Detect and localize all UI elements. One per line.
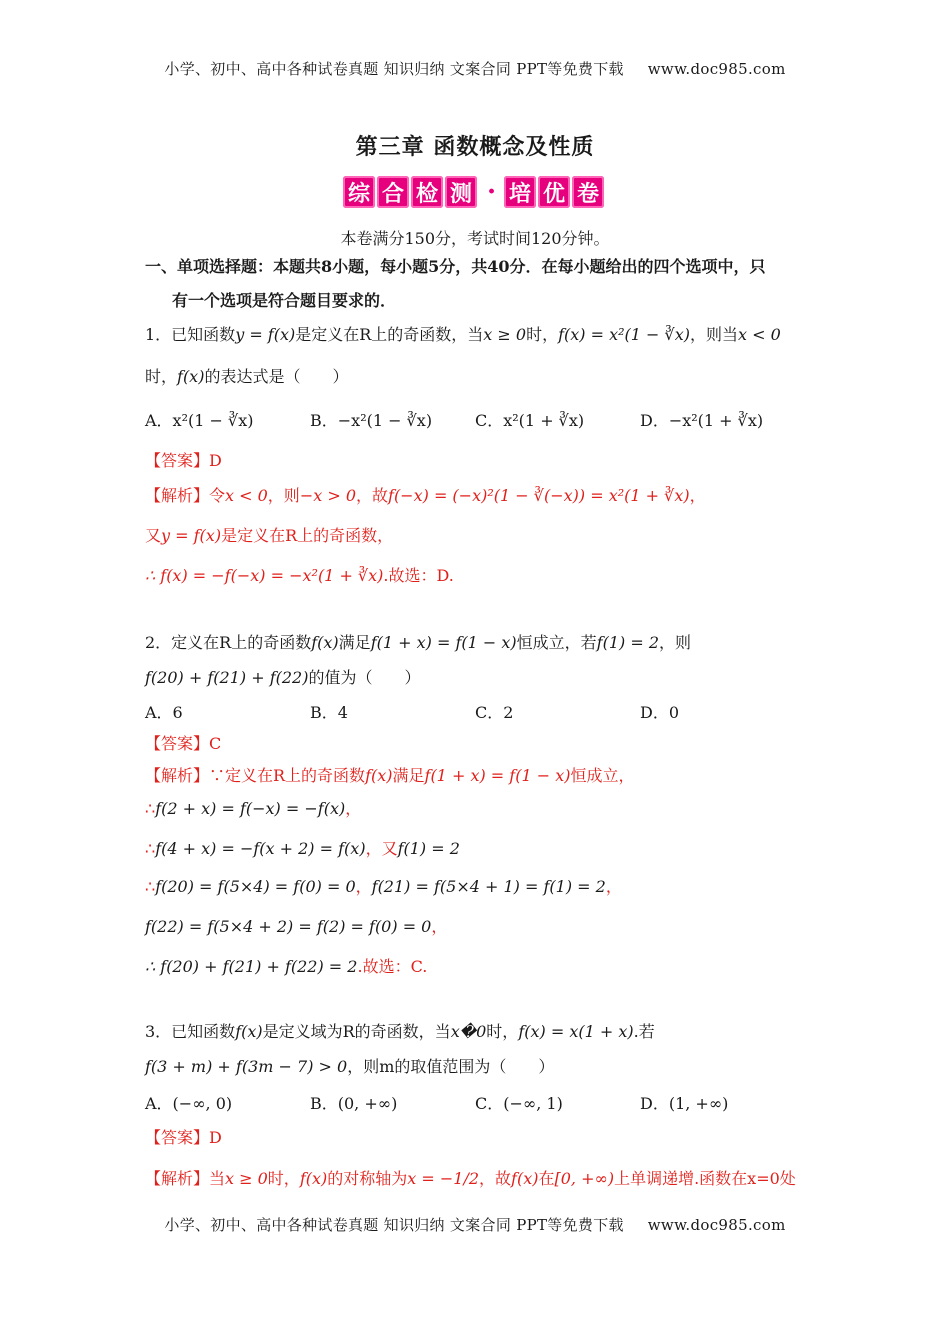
q1-option-b: B．−x²(1 − ∛x) [310, 411, 433, 430]
q2-solution-1: 【解析】∵定义在R上的奇函数f(x)满足f(1 + x) = f(1 − x)恒成立， [145, 766, 635, 785]
q1-option-c: C．x²(1 + ∛x) [475, 411, 585, 430]
banner-char: 合 [377, 176, 409, 208]
banner-char: 检 [411, 176, 443, 208]
q2-solution-4: ∴f(20) = f(5×4) = f(0) = 0，f(21) = f(5×4 + 1) = f(1) = 2， [145, 877, 622, 896]
q3-option-c: C．(−∞, 1) [475, 1094, 563, 1113]
banner-dot: · [487, 177, 497, 207]
q2-option-d: D．0 [640, 703, 680, 722]
footer-site[interactable]: www.doc985.com [647, 1216, 786, 1234]
page-footer [0, 1214, 950, 1235]
banner-char: 卷 [572, 176, 604, 208]
q2-solution-6: ∴ f(20) + f(21) + f(22) = 2.故选：C. [145, 957, 428, 976]
banner-char: 优 [538, 176, 570, 208]
q1-stem-cont: 时，f(x)的表达式是（ ） [145, 367, 349, 386]
q2-answer: 【答案】C [145, 734, 222, 753]
section-heading-cont: 有一个选项是符合题目要求的． [172, 291, 397, 310]
q3-option-b: B．(0, +∞) [310, 1094, 398, 1113]
q2-solution-5: f(22) = f(5×4 + 2) = f(2) = f(0) = 0， [145, 917, 448, 936]
q1-stem: 1．已知函数y = f(x)是定义在R上的奇函数，当x ≥ 0时，f(x) = x²(1 − ∛x)，则当x < 0 [145, 325, 781, 344]
q1-answer: 【答案】D [145, 451, 222, 470]
banner-char: 培 [504, 176, 536, 208]
q2-stem-cont: f(20) + f(21) + f(22)的值为（ ） [145, 668, 421, 687]
q3-option-a: A．(−∞, 0) [145, 1094, 233, 1113]
q3-option-d: D．(1, +∞) [640, 1094, 729, 1113]
banner-char: 测 [445, 176, 477, 208]
q1-solution-2: 又y = f(x)是定义在R上的奇函数， [145, 526, 394, 545]
q1-solution-3: ∴ f(x) = −f(−x) = −x²(1 + ∛x).故选：D. [145, 566, 454, 585]
header-site[interactable]: www.doc985.com [647, 60, 786, 78]
exam-intro: 本卷满分150分，考试时间120分钟。 [340, 229, 610, 248]
q2-stem: 2．定义在R上的奇函数f(x)满足f(1 + x) = f(1 − x)恒成立，若f(1) = 2，则 [145, 633, 692, 652]
header-text: 小学、初中、高中各种试卷真题 知识归纳 文案合同 PPT等免费下载 [164, 60, 624, 78]
q2-option-a: A．6 [145, 703, 183, 722]
q3-stem: 3．已知函数f(x)是定义域为R的奇函数，当x�0时，f(x) = x(1 + x).若 [145, 1022, 655, 1041]
q2-solution-2: ∴f(2 + x) = f(−x) = −f(x)， [145, 799, 362, 818]
q3-stem-cont: f(3 + m) + f(3m − 7) > 0，则m的取值范围为（ ） [145, 1057, 555, 1076]
q2-option-b: B．4 [310, 703, 348, 722]
q1-option-d: D．−x²(1 + ∛x) [640, 411, 764, 430]
title-banner [343, 176, 606, 208]
q1-solution-1: 【解析】令x < 0，则−x > 0，故f(−x) = (−x)²(1 − ∛(−x)) = x²(1 + ∛x)， [145, 486, 706, 505]
page-header [0, 58, 950, 79]
banner-char: 综 [343, 176, 375, 208]
q2-solution-3: ∴f(4 + x) = −f(x + 2) = f(x)，又f(1) = 2 [145, 839, 460, 858]
section-heading: 一、单项选择题：本题共8小题，每小题5分，共40分．在每小题给出的四个选项中，只 [145, 257, 766, 276]
q3-answer: 【答案】D [145, 1128, 222, 1147]
q3-solution-1: 【解析】当x ≥ 0时，f(x)的对称轴为x = −1/2，故f(x)在[0, +∞)上单调递增.函数在x=0处 [145, 1169, 796, 1188]
q1-option-a: A．x²(1 − ∛x) [145, 411, 254, 430]
q2-option-c: C．2 [475, 703, 514, 722]
page-title: 第三章 函数概念及性质 [355, 134, 595, 160]
footer-text: 小学、初中、高中各种试卷真题 知识归纳 文案合同 PPT等免费下载 [164, 1216, 624, 1234]
